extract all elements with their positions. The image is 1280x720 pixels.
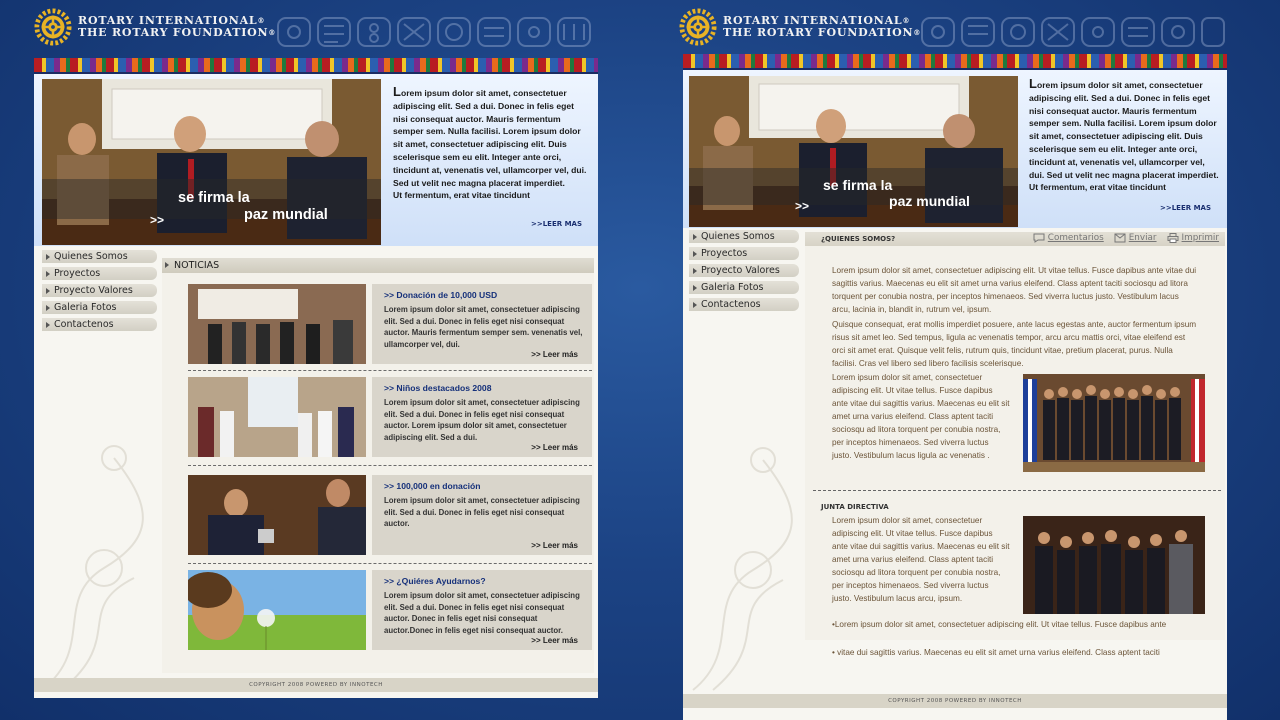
paragraph-1: Lorem ipsum dolor sit amet, consectetuer adipiscing elit. Ut vitae tellus. Fusce dapibus ante vitae dui sagittis varius. Maecenas eu elit sit amet urna varius eleifend. Class aptent taciti sociosqu ad litora torquent per conubia nostra, per inceptos himenaeos. Sed viverra luctus justo. Vestibulum lacus arcu, lacinia in, blandit in, rutrum vel, ipsum. [832, 266, 1197, 314]
floral-swirl-decoration [34, 398, 164, 698]
news-body: Lorem ipsum dolor sit amet, consectetuer adipiscing elit. Sed a dui. Donec in felis eget nisi consequat auctor. Donec in felis eget nisi consequat auctor.Donec in felis eget nisi consequat auctor. [384, 591, 580, 635]
maya-glyphs-decoration [918, 14, 1228, 50]
chevron-right-icon: >> [150, 213, 165, 227]
nav-item-proyecto-valores[interactable]: Proyecto Valores [689, 264, 799, 277]
news-title[interactable]: >> 100,000 en donación [384, 481, 481, 491]
hero-banner [34, 74, 598, 246]
news-item [188, 284, 592, 364]
content-separator [813, 490, 1221, 491]
news-photo-donation [188, 284, 366, 364]
nav-item-quienes-somos[interactable]: Quienes Somos [689, 230, 799, 243]
bullet-item-2: • vitae dui sagittis varius. Maecenas eu elit sit amet urna varius eleifend. Class aptent taciti [832, 648, 1160, 657]
hero-headline [150, 184, 328, 229]
hero-text: Lorem ipsum dolor sit amet, consectetuer adipiscing elit. Sed a dui. Donec in felis eget nisi consequat auctor. Mauris fermentum semper sem. Nulla facilisi. Lorem ipsum dolor sit amet, consectetuer adipiscing elit. Duis scelerisque sem eu elit. Integer ante orci, tincidunt at, venenatis vel, ullamcorper vel, dui. Sed ut velit nec magna placerat imperdiet. Ut fermentum, erat vitae tincidunt [1029, 76, 1219, 193]
news-photo-donation-event [188, 475, 366, 555]
news-item [188, 475, 592, 555]
rotary-wheel-icon [34, 8, 72, 46]
hero-headline-line-2: paz mundial [244, 206, 328, 223]
news-section [162, 258, 594, 673]
envelope-icon [1114, 233, 1126, 243]
photo-group-flags [1023, 374, 1205, 472]
copyright-footer: COPYRIGHT 2008 POWERED BY INNOTECH [34, 678, 598, 692]
news-title[interactable]: >> Niños destacados 2008 [384, 383, 492, 393]
header [34, 0, 598, 58]
chevron-right-icon: >> [795, 199, 810, 213]
paragraph-3: Lorem ipsum dolor sit amet, consectetuer adipiscing elit. Ut vitae tellus. Fusce dapibus ante vitae dui sagittis varius. Maecenas eu elit sit amet urna varius eleifend. Class aptent taciti sociosqu ad litora torquent per conubia nostra, per inceptos himenaeos. Sed viverra luctus justo. Vestibulum lacus ligula ac venenatis . [832, 373, 1010, 460]
hero-banner [683, 70, 1227, 228]
news-body: Lorem ipsum dolor sit amet, consectetuer adipiscing elit. Sed a dui. Donec in felis eget nisi consequat auctor. [384, 496, 580, 528]
hero-headline-line-2: paz mundial [889, 193, 970, 209]
news-leer-mas-link[interactable]: >> Leer más [531, 350, 578, 359]
hero-dropcap: L [1029, 76, 1037, 91]
news-leer-mas-link[interactable]: >> Leer más [531, 443, 578, 452]
nav-item-proyectos[interactable]: Proyectos [42, 267, 157, 280]
news-leer-mas-link[interactable]: >> Leer más [531, 636, 578, 645]
paragraph-4: Lorem ipsum dolor sit amet, consectetuer adipiscing elit. Ut vitae tellus. Fusce dapibus ante vitae dui sagittis varius. Maecenas eu elit sit amet urna varius eleifend. Class aptent taciti sociosqu ad litora torquent per conubia nostra, per inceptos himenaeos. Sed viverra luctus justo. Vestibulum lacus arcu, ipsum. [832, 516, 1010, 603]
content-header [805, 232, 1225, 246]
hero-headline [795, 172, 970, 214]
comentarios-link[interactable]: Comentarios [1033, 233, 1104, 243]
nav-item-galeria-fotos[interactable]: Galeria Fotos [42, 301, 157, 314]
comment-icon [1033, 233, 1045, 243]
copyright-footer: COPYRIGHT 2008 POWERED BY INNOTECH [683, 694, 1227, 708]
nav-item-proyectos[interactable]: Proyectos [689, 247, 799, 260]
printer-icon [1167, 233, 1179, 243]
news-separator [188, 465, 592, 466]
junta-directiva-heading: JUNTA DIRECTIVA [821, 503, 889, 511]
news-leer-mas-link[interactable]: >> Leer más [531, 541, 578, 550]
toolbar [1033, 233, 1219, 243]
news-photo-child-dandelion [188, 570, 366, 650]
photo-junta-directiva [1023, 516, 1205, 614]
guatemalan-weave-stripe [683, 54, 1227, 70]
news-separator [188, 370, 592, 371]
news-item [188, 570, 592, 650]
paragraph-2: Quisque consequat, erat mollis imperdiet posuere, ante lacus egestas ante, auctor fermentum ipsum risus sit amet leo. Sed tempus, ligula ac venenatis tempor, arcu arcu mattis orci, vitae eleifend est orci sit amet erat. Quisque velit felis, rutrum quis, tincidunt vitae, pretium placerat, purus. Nulla facilisi. Cras vel libero sed libero facilisis scelerisque. [832, 320, 1197, 368]
hero-text-line-2: Ut fermentum, erat vitae tincidunt [393, 190, 531, 201]
quienes-somos-mockup [683, 0, 1227, 720]
floral-swirl-decoration [683, 380, 813, 720]
content-panel [805, 232, 1225, 657]
news-title[interactable]: >> ¿Quiéres Ayudarnos? [384, 576, 486, 586]
rotary-wheel-icon [679, 8, 717, 46]
brand-line-1: ROTARY INTERNATIONAL® [78, 14, 266, 27]
news-separator [188, 563, 592, 564]
page-title: ¿QUIENES SOMOS? [821, 235, 896, 243]
maya-glyphs-decoration [274, 14, 598, 50]
hero-dropcap: L [393, 84, 401, 99]
nav-item-galeria-fotos[interactable]: Galeria Fotos [689, 281, 799, 294]
nav-item-proyecto-valores[interactable]: Proyecto Valores [42, 284, 157, 297]
nav-item-quienes-somos[interactable]: Quienes Somos [42, 250, 157, 263]
brand-line-1: ROTARY INTERNATIONAL® [723, 14, 911, 27]
hero-headline-line-1: se firma la [178, 189, 250, 206]
rotary-logo[interactable] [679, 8, 921, 46]
news-body: Lorem ipsum dolor sit amet, consectetuer adipiscing elit. Sed a dui. Donec in felis eget nisi consequat auctor. Mauris fermentum semper sem. venenatis vel, ullamcorper vel, dui. [384, 305, 583, 349]
news-photo-children [188, 377, 366, 457]
hero-headline-line-1: se firma la [823, 177, 893, 193]
brand-line-2: THE ROTARY FOUNDATION® [723, 26, 922, 39]
rotary-logo[interactable] [34, 8, 276, 46]
bullet-item-1: •Lorem ipsum dolor sit amet, consectetuer adipiscing elit. Ut vitae tellus. Fusce dapibus ante [832, 620, 1167, 629]
page-sheet [683, 54, 1227, 720]
sidebar-nav [689, 230, 799, 315]
news-heading: NOTICIAS [162, 258, 594, 273]
news-item [188, 377, 592, 457]
guatemalan-weave-stripe [34, 58, 598, 74]
hero-text-line-2: Ut fermentum, erat vitae tincidunt [1029, 182, 1167, 193]
news-title[interactable]: >> Donación de 10,000 USD [384, 290, 498, 300]
hero-text: Lorem ipsum dolor sit amet, consectetuer adipiscing elit. Sed a dui. Donec in felis eget nisi consequat auctor. Mauris fermentum semper sem. Nulla facilisi. Lorem ipsum dolor sit amet, consectetuer adipiscing elit. Duis scelerisque sem eu elit. Integer ante orci, tincidunt at, venenatis vel, ullamcorper vel, dui. Sed ut velit nec magna placerat imperdiet. Ut fermentum, erat vitae tincidunt [393, 84, 587, 201]
nav-item-contactenos[interactable]: Contactenos [42, 318, 157, 331]
brand-line-2: THE ROTARY FOUNDATION® [78, 26, 277, 39]
header [683, 0, 1227, 58]
sidebar-nav [42, 250, 157, 335]
hero-leer-mas-link[interactable]: >>LEER MAS [1159, 204, 1211, 212]
page-sheet [34, 58, 598, 698]
hero-leer-mas-link[interactable]: >>LEER MAS [530, 220, 582, 228]
imprimir-link[interactable]: Imprimir [1167, 233, 1219, 243]
nav-item-contactenos[interactable]: Contactenos [689, 298, 799, 311]
news-body: Lorem ipsum dolor sit amet, consectetuer adipiscing elit. Sed a dui. Donec in felis eget nisi consequat auctor. Lorem ipsum dolor sit amet, consectetuer adipiscing elit. Sed a dui. [384, 398, 580, 442]
enviar-link[interactable]: Enviar [1114, 233, 1157, 243]
homepage-mockup [34, 0, 598, 698]
